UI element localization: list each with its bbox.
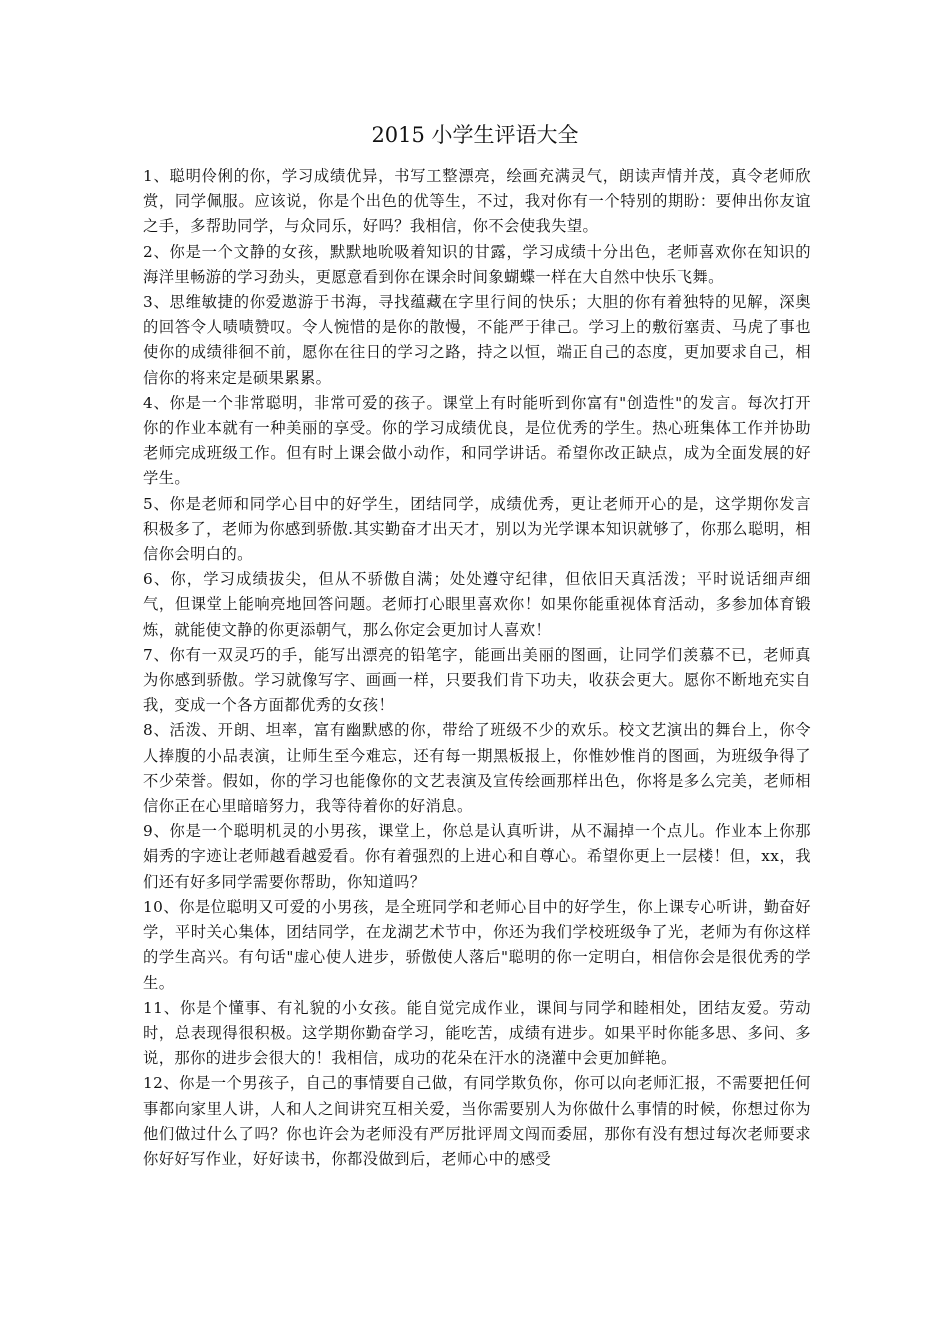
- comment-paragraph-2: 2、你是一个文静的女孩，默默地吮吸着知识的甘露，学习成绩十分出色，老师喜欢你在知识的海洋里畅游的学习劲头，更愿意看到你在课余时间象蝴蝶一样在大自然中快乐飞舞。: [143, 242, 811, 286]
- comment-paragraph-6: 6、你，学习成绩拔尖，但从不骄傲自满；处处遵守纪律，但依旧天真活泼；平时说话细声细气，但课堂上能响亮地回答问题。老师打心眼里喜欢你！如果你能重视体育活动，多参加体育锻炼，就能使文静的你更添朝气，那么你定会更加讨人喜欢！: [143, 570, 811, 639]
- document-title: 2015 小学生评语大全: [371, 123, 579, 147]
- comment-paragraph-1: 1、聪明伶俐的你，学习成绩优异，书写工整漂亮，绘画充满灵气，朗读声情并茂，真令老师欣赏，同学佩服。应该说，你是个出色的优等生，不过，我对你有一个特别的期盼：要伸出你友谊之手，多帮助同学，与众同乐，好吗？我相信，你不会使我失望。: [143, 167, 811, 236]
- comment-paragraph-7: 7、你有一双灵巧的手，能写出漂亮的铅笔字，能画出美丽的图画，让同学们羡慕不已，老师真为你感到骄傲。学习就像写字、画画一样，只要我们肯下功夫，收获会更大。愿你不断地充实自我，变成一个各方面都优秀的女孩！: [143, 645, 811, 715]
- document-body: [143, 164, 811, 1172]
- comment-paragraph-8: 8、活泼、开朗、坦率，富有幽默感的你，带给了班级不少的欢乐。校文艺演出的舞台上，你令人捧腹的小品表演，让师生至今难忘，还有每一期黑板报上，你惟妙惟肖的图画，为班级争得了不少荣誉。假如，你的学习也能像你的文艺表演及宣传绘画那样出色，你将是多么完美，老师相信你正在心里暗暗努力，我等待着你的好消息。: [143, 721, 811, 816]
- comment-paragraph-4: 4、你是一个非常聪明，非常可爱的孩子。课堂上有时能听到你富有"创造性"的发言。每次打开你的作业本就有一种美丽的享受。你的学习成绩优良，是位优秀的学生。热心班集体工作并协助老师完成班级工作。但有时上课会做小动作，和同学讲话。希望你改正缺点，成为全面发展的好学生。: [143, 393, 811, 488]
- comment-paragraph-11: 11、你是个懂事、有礼貌的小女孩。能自觉完成作业，课间与同学和睦相处，团结友爱。劳动时，总表现得很积极。这学期你勤奋学习，能吃苦，成绩有进步。如果平时你能多思、多问、多说，那你的进步会很大的！我相信，成功的花朵在汗水的浇灌中会更加鲜艳。: [143, 998, 811, 1068]
- comment-paragraph-5: 5、你是老师和同学心目中的好学生，团结同学，成绩优秀，更让老师开心的是，这学期你发言积极多了，老师为你感到骄傲.其实勤奋才出天才，别以为光学课本知识就够了，你那么聪明，相信你会明白的。: [143, 494, 811, 564]
- comment-paragraph-10: 10、你是位聪明又可爱的小男孩，是全班同学和老师心目中的好学生，你上课专心听讲，勤奋好学，平时关心集体，团结同学，在龙湖艺术节中，你还为我们学校班级争了光，老师为有你这样的学生高兴。有句话"虚心使人进步，骄傲使人落后"聪明的你一定明白，相信你会是很优秀的学生。: [143, 897, 811, 992]
- comment-paragraph-12: 12、你是一个男孩子，自己的事情要自己做，有同学欺负你，你可以向老师汇报，不需要把任何事都向家里人讲，人和人之间讲究互相关爱，当你需要别人为你做什么事情的时候，你想过你为他们做过什么了吗？你也许会为老师没有严厉批评周文闯而委屈，那你有没有想过每次老师要求你好好写作业，好好读书，你都没做到后，老师心中的感受: [143, 1074, 811, 1168]
- comment-paragraph-9: 9、你是一个聪明机灵的小男孩，课堂上，你总是认真听讲，从不漏掉一个点儿。作业本上你那娟秀的字迹让老师越看越爱看。你有着强烈的上进心和自尊心。希望你更上一层楼！但，xx，我们还有好多同学需要你帮助，你知道吗？: [143, 822, 811, 891]
- comment-paragraph-3: 3、思维敏捷的你爱遨游于书海，寻找蕴藏在字里行间的快乐；大胆的你有着独特的见解，深奥的回答令人啧啧赞叹。令人惋惜的是你的散慢，不能严于律己。学习上的敷衍塞责、马虎了事也使你的成绩徘徊不前，愿你在往日的学习之路，持之以恒，端正自己的态度，更加要求自己，相信你的将来定是硕果累累。: [143, 293, 811, 387]
